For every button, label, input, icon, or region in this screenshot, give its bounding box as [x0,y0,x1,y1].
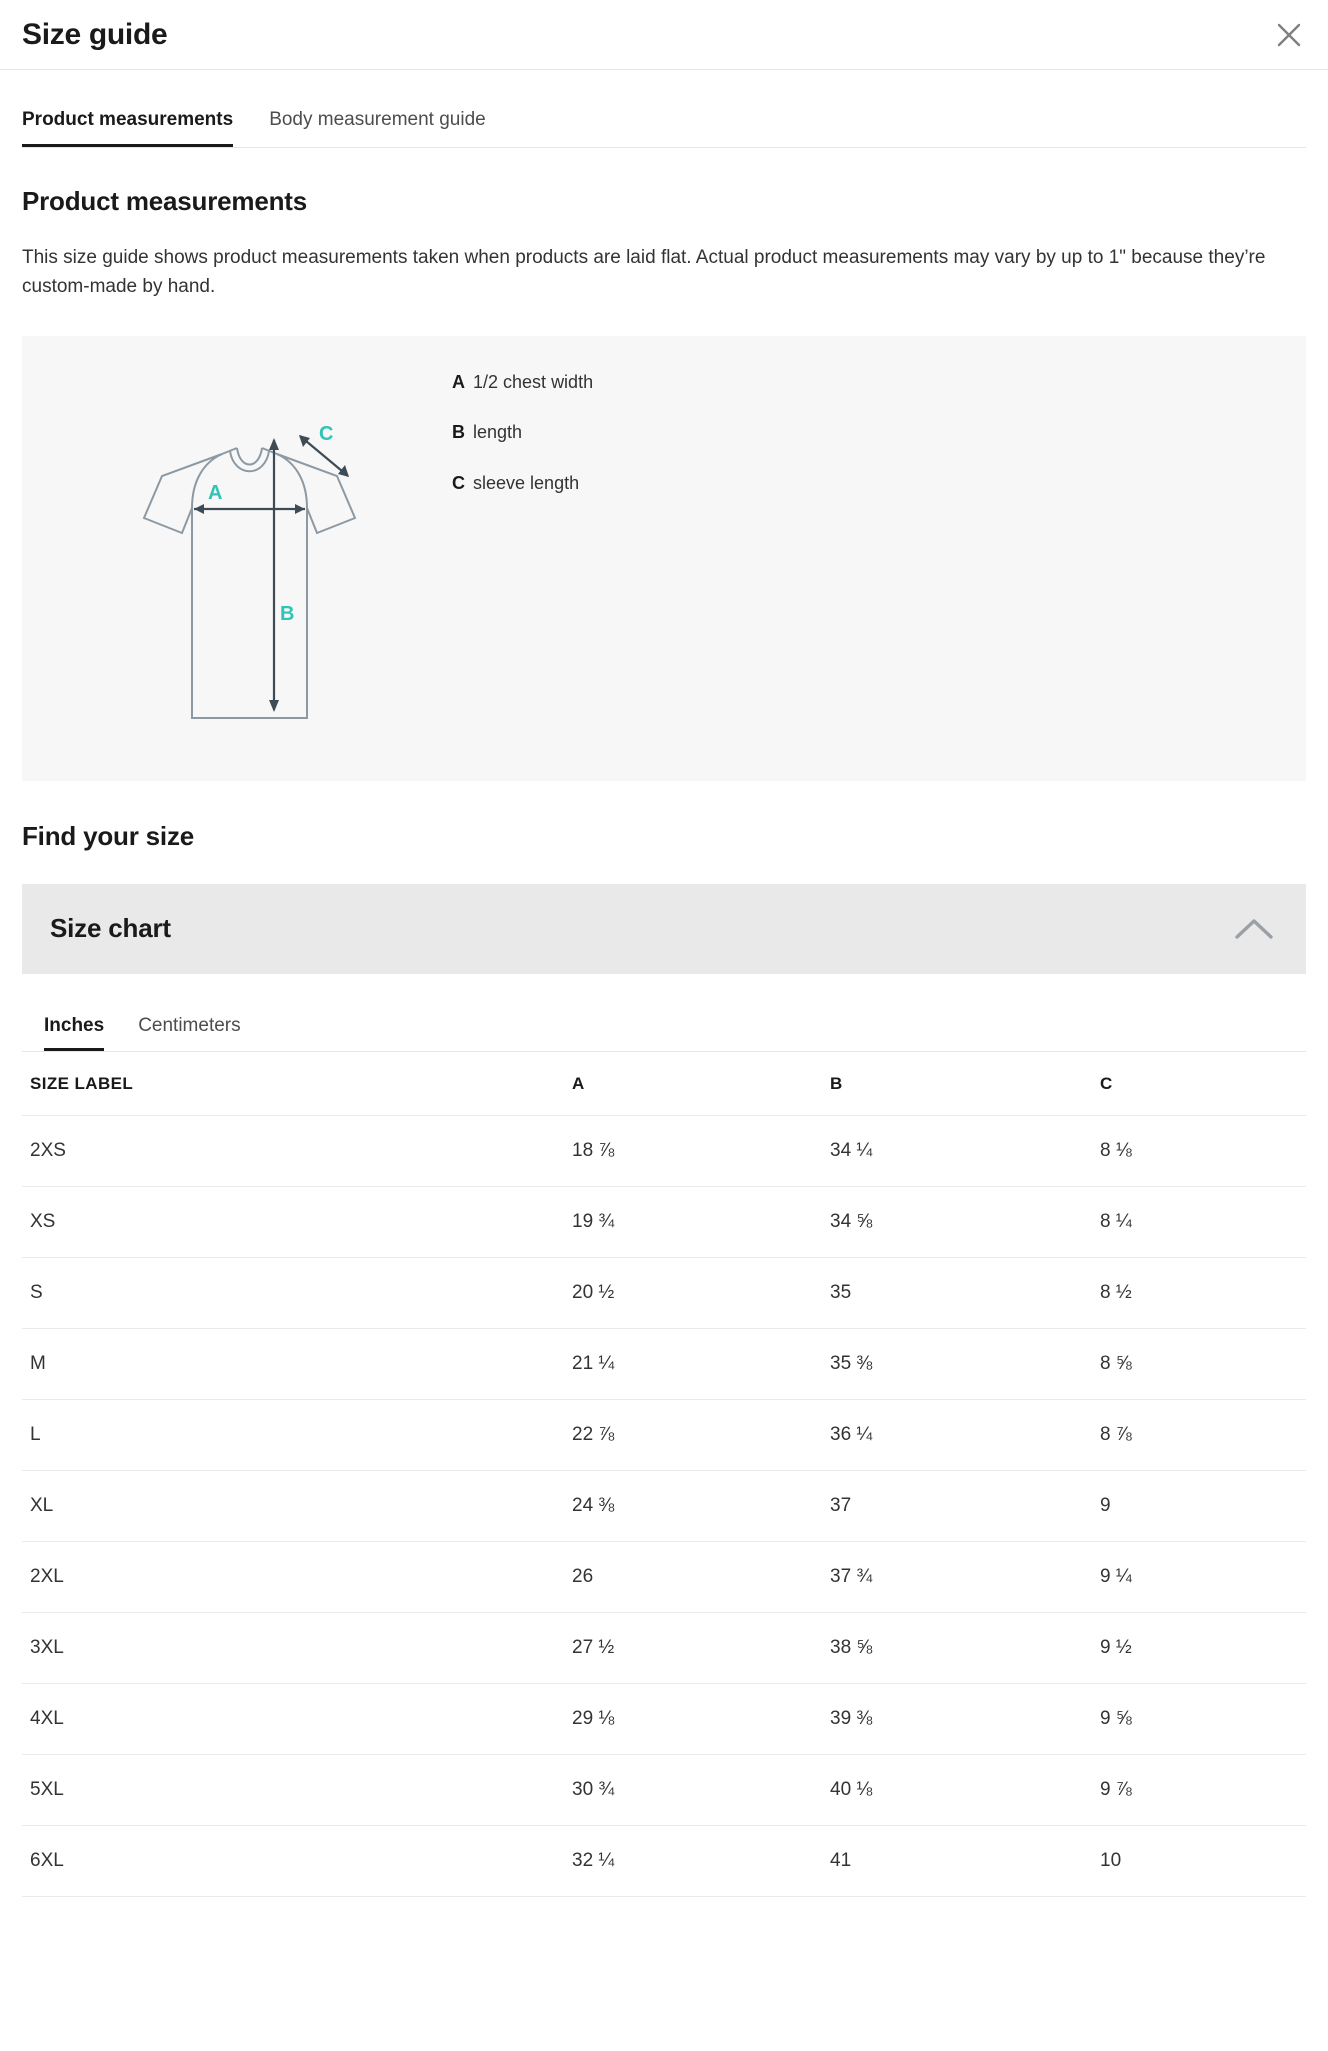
cell-c: 8 ½ [1100,1258,1306,1329]
table-row [22,1755,1306,1826]
cell-b: 39 ⅜ [830,1684,1100,1755]
size-chart-label: Size chart [50,913,171,944]
cell-size-label: 2XL [22,1542,572,1613]
product-measurements-heading: Product measurements [22,186,307,216]
diagram-legend [452,336,1306,522]
table-row [22,1613,1306,1684]
cell-c: 8 ⅝ [1100,1329,1306,1400]
cell-a: 18 ⅞ [572,1116,830,1187]
cell-size-label: L [22,1400,572,1471]
legend-text-c: sleeve length [473,472,580,493]
unit-tabs [22,990,1306,1052]
cell-size-label: S [22,1258,572,1329]
column-header-size-label: SIZE LABEL [22,1052,572,1116]
measurement-tabs [22,70,1306,148]
cell-c: 8 ¼ [1100,1187,1306,1258]
size-chart-table [22,1052,1306,1898]
table-row [22,1471,1306,1542]
cell-b: 37 [830,1471,1100,1542]
column-header-b: B [830,1052,1100,1116]
find-your-size-heading: Find your size [22,820,195,851]
cell-b: 37 ¾ [830,1542,1100,1613]
table-row [22,1400,1306,1471]
cell-a: 21 ¼ [572,1329,830,1400]
cell-c: 9 ¼ [1100,1542,1306,1613]
cell-size-label: M [22,1329,572,1400]
cell-b: 34 ⅝ [830,1187,1100,1258]
cell-a: 19 ¾ [572,1187,830,1258]
cell-a: 32 ¼ [572,1826,830,1897]
cell-c: 9 [1100,1471,1306,1542]
cell-c: 10 [1100,1826,1306,1897]
tab-centimeters[interactable]: Centimeters [138,1014,241,1036]
table-row [22,1542,1306,1613]
legend-item-c [452,472,1306,495]
table-row [22,1329,1306,1400]
cell-a: 24 ⅜ [572,1471,830,1542]
cell-a: 20 ½ [572,1258,830,1329]
cell-size-label: 6XL [22,1826,572,1897]
page-title: Size guide [22,17,168,51]
table-header-row [22,1052,1306,1116]
cell-c: 9 ½ [1100,1613,1306,1684]
cell-c: 8 ⅛ [1100,1116,1306,1187]
legend-text-a: 1/2 chest width [473,371,594,392]
tab-product-measurements[interactable]: Product measurements [22,109,233,147]
legend-item-b [452,421,1306,444]
table-row [22,1684,1306,1755]
size-chart-accordion-header[interactable] [22,884,1306,974]
table-row [22,1258,1306,1329]
legend-item-a [452,371,1306,394]
cell-c: 9 ⅞ [1100,1755,1306,1826]
cell-a: 27 ½ [572,1613,830,1684]
product-measurements-description: This size guide shows product measurements taken when products are laid flat. Actual product measurements may vary by up to 1" because they’re custom-made by hand. [22,247,1266,298]
cell-b: 40 ⅛ [830,1755,1100,1826]
cell-size-label: 3XL [22,1613,572,1684]
table-row [22,1116,1306,1187]
legend-key-a: A [452,371,465,392]
legend-text-b: length [473,422,523,443]
cell-c: 8 ⅞ [1100,1400,1306,1471]
measurement-diagram-panel [22,336,1306,781]
cell-a: 30 ¾ [572,1755,830,1826]
column-header-c: C [1100,1052,1306,1116]
chevron-up-icon[interactable] [1232,914,1276,944]
cell-size-label: 4XL [22,1684,572,1755]
tshirt-measurement-diagram [22,336,452,781]
legend-key-c: C [452,472,465,493]
cell-a: 26 [572,1542,830,1613]
cell-b: 35 [830,1258,1100,1329]
tab-body-measurement-guide[interactable]: Body measurement guide [269,109,486,130]
close-icon[interactable] [1272,18,1306,52]
tab-inches[interactable]: Inches [44,1015,104,1051]
cell-size-label: XL [22,1471,572,1542]
column-header-a: A [572,1052,830,1116]
modal-header [0,0,1328,70]
cell-b: 34 ¼ [830,1116,1100,1187]
diagram-marker-c: C [319,422,334,445]
cell-a: 22 ⅞ [572,1400,830,1471]
cell-b: 38 ⅝ [830,1613,1100,1684]
table-row [22,1187,1306,1258]
cell-c: 9 ⅝ [1100,1684,1306,1755]
table-row [22,1826,1306,1897]
legend-key-b: B [452,422,465,443]
diagram-marker-a: A [208,481,223,504]
cell-a: 29 ⅛ [572,1684,830,1755]
cell-b: 36 ¼ [830,1400,1100,1471]
diagram-marker-b: B [280,602,295,625]
cell-b: 35 ⅜ [830,1329,1100,1400]
cell-b: 41 [830,1826,1100,1897]
cell-size-label: 5XL [22,1755,572,1826]
cell-size-label: 2XS [22,1116,572,1187]
cell-size-label: XS [22,1187,572,1258]
